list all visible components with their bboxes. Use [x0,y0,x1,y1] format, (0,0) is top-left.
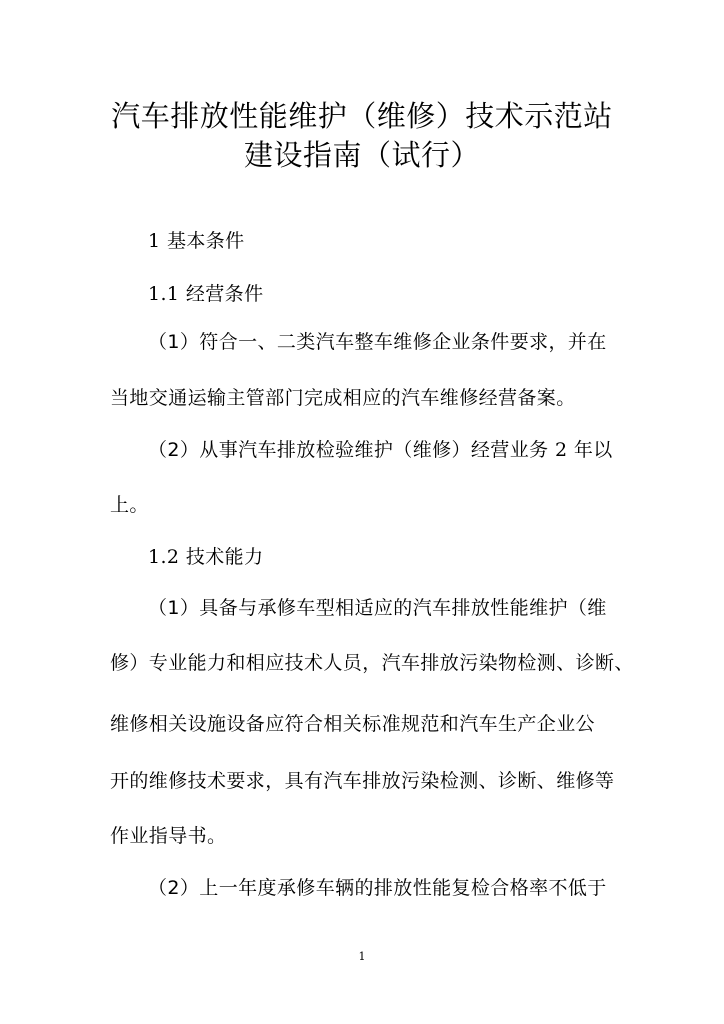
title-line-2: 建设指南（试行） [243,138,480,172]
heading-number: 1.1 [148,283,180,305]
heading-label: 技术能力 [185,546,264,568]
title-line-1: 汽车排放性能维护（维修）技术示范站 [111,99,613,133]
heading-number: 1.2 [148,546,180,568]
paragraph-2-number: 2 [554,439,568,461]
heading-label: 经营条件 [185,283,264,305]
paragraph-3-line-3: 维修相关设施设备应符合相关标准规范和汽车生产企业公 [110,713,596,735]
paragraph-3-line-5: 作业指导书。 [110,825,227,847]
heading-section-1 [148,228,245,254]
heading-section-1-2 [148,544,263,570]
paragraph-2-line-2: 上。 [110,494,149,516]
heading-number: 1 [148,230,161,252]
paragraph-3-line-2: 修）专业能力和相应技术人员，汽车排放污染物检测、诊断、 [110,652,634,674]
paragraph-4-line-1: （2）上一年度承修车辆的排放性能复检合格率不低于 [148,877,607,899]
paragraph-2-text-b: 年以 [573,439,613,461]
paragraph-3-line-4: 开的维修技术要求，具有汽车排放污染检测、诊断、维修等 [110,770,615,792]
paragraph-2-line-1 [148,437,613,463]
page-number: 1 [358,950,366,963]
paragraph-1-line-1: （1）符合一、二类汽车整车维修企业条件要求，并在 [148,331,607,353]
heading-section-1-1 [148,281,263,307]
paragraph-3-line-1: （1）具备与承修车型相适应的汽车排放性能维护（维 [148,597,607,619]
heading-label: 基本条件 [166,230,245,252]
paragraph-1-line-2: 当地交通运输主管部门完成相应的汽车维修经营备案。 [110,387,576,409]
paragraph-2-text-a: （2）从事汽车排放检验维护（维修）经营业务 [148,439,549,461]
